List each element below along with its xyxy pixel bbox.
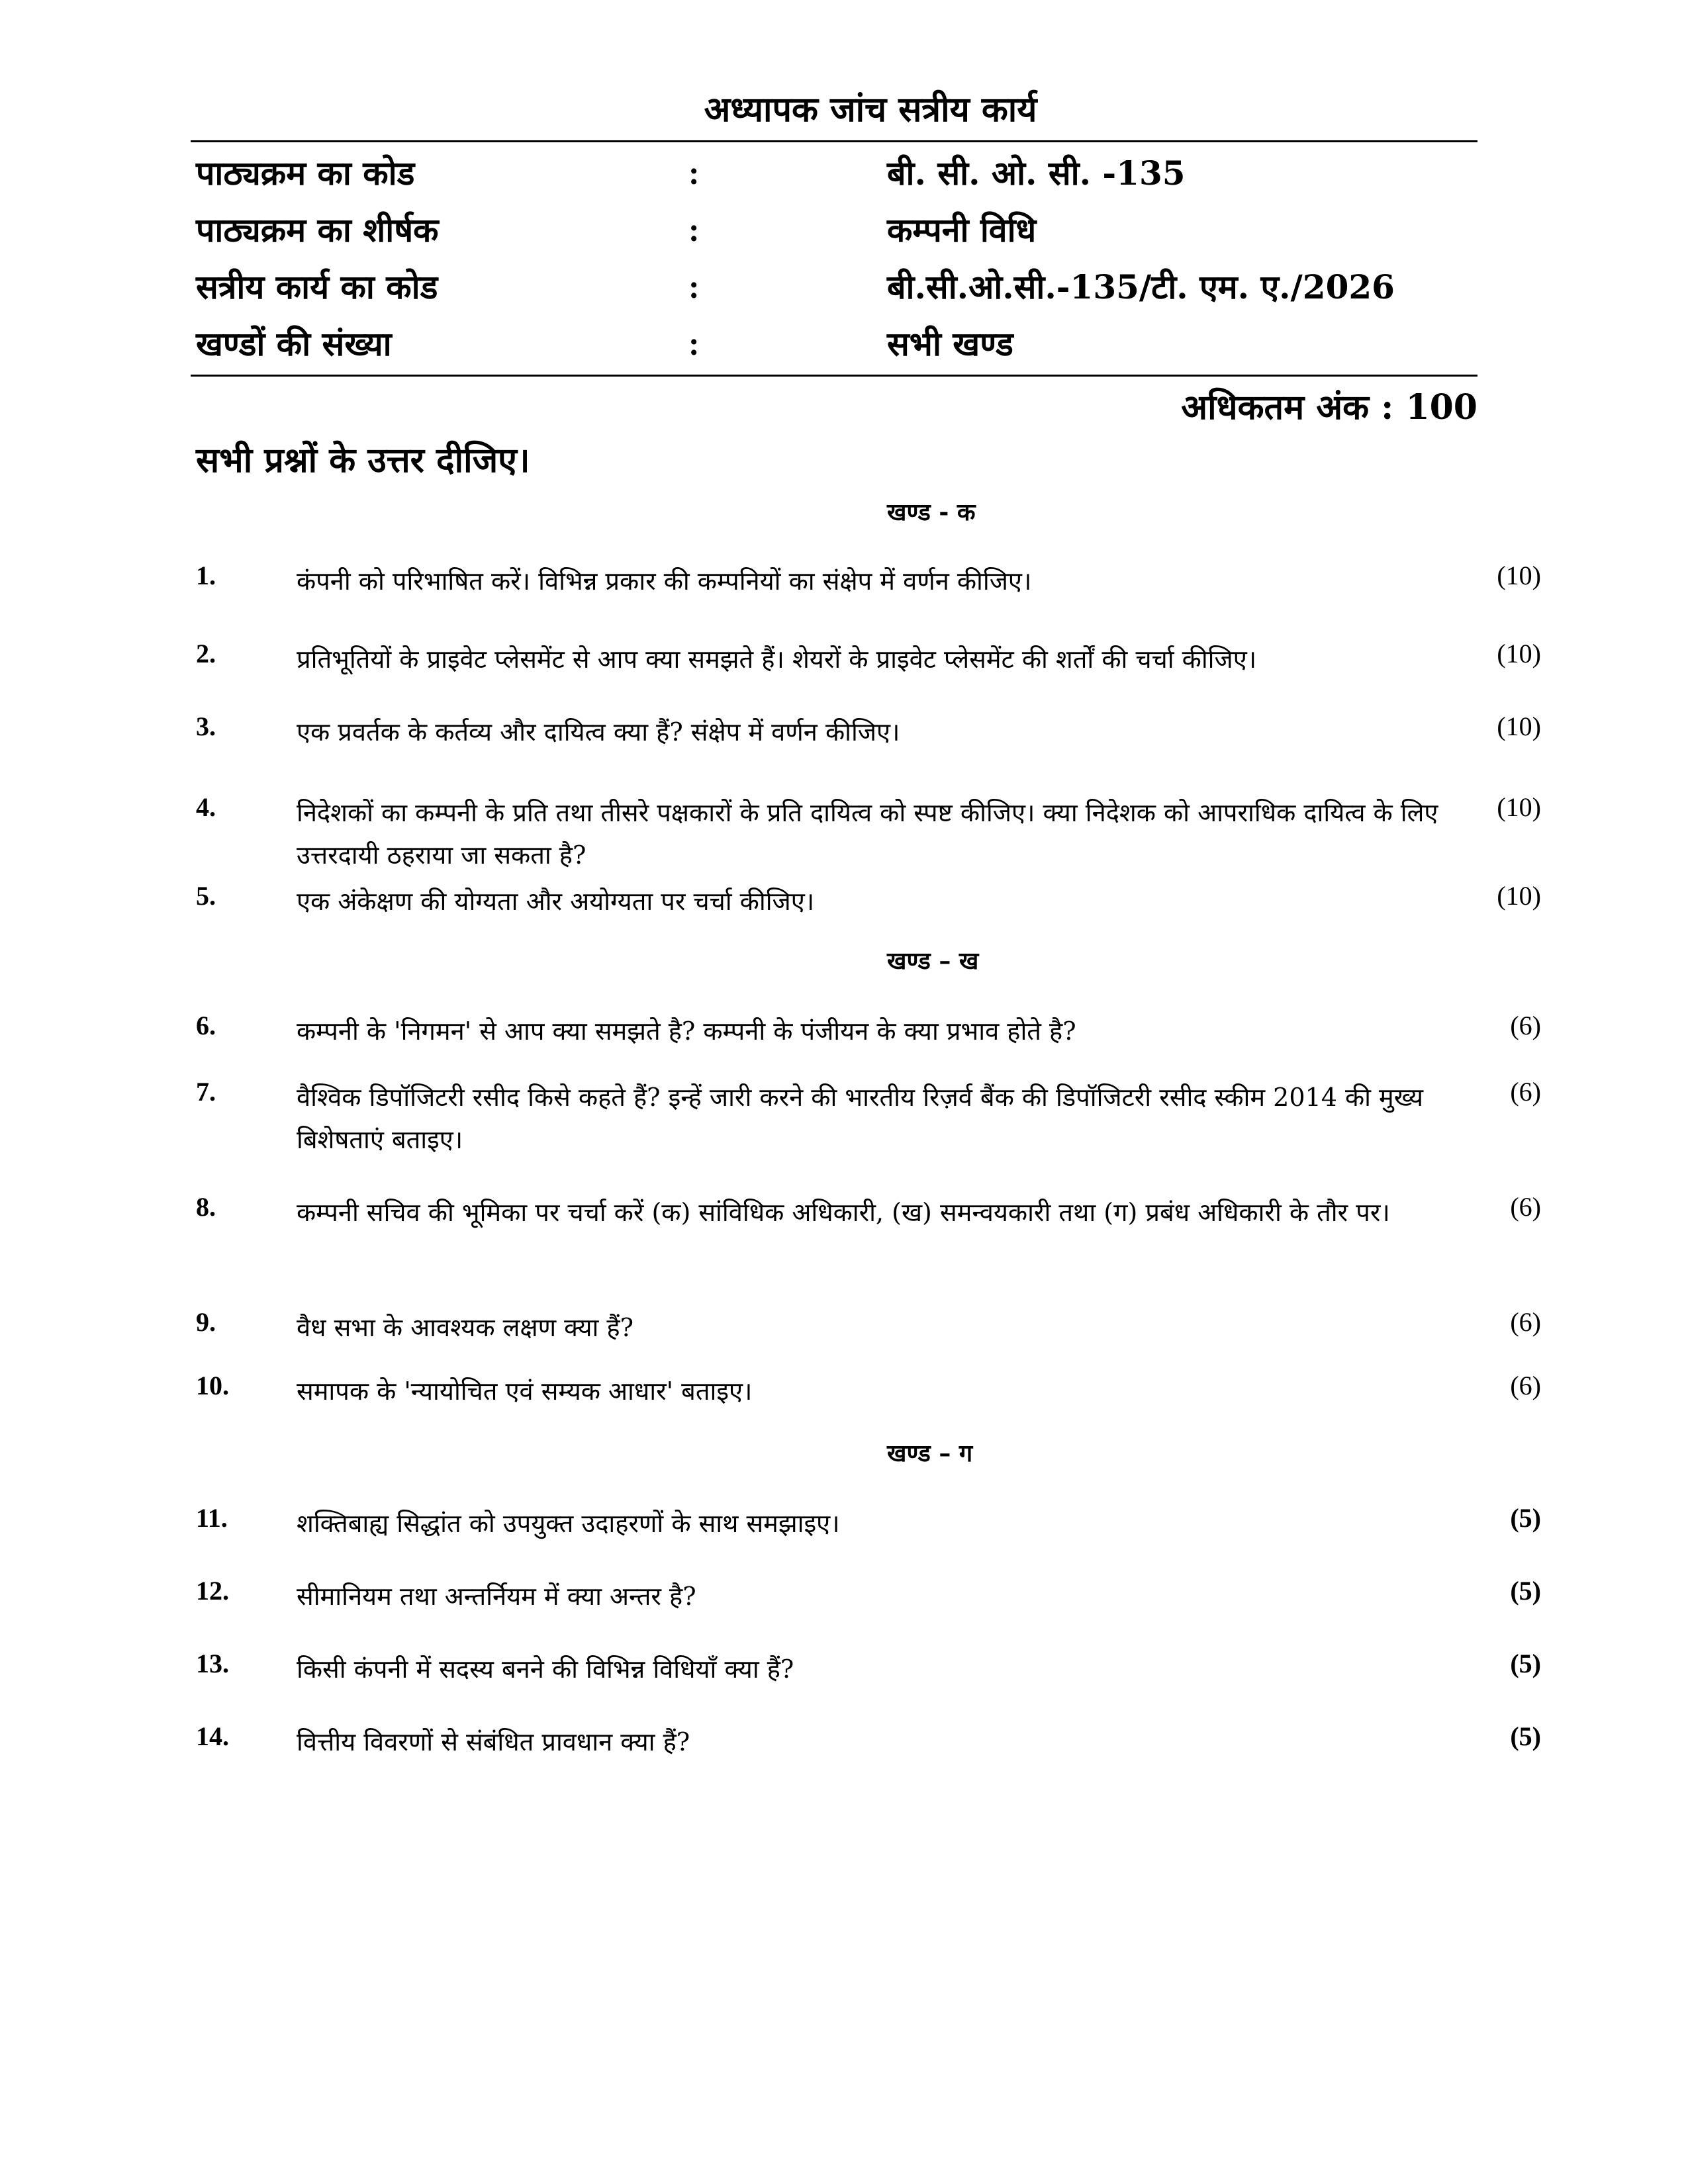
meta-row-block-count (0, 320, 1688, 377)
meta-colon: : (688, 154, 700, 191)
question-text: वैश्विक डिपॉजिटरी रसीद किसे कहते हैं? इन्हें जारी करने की भारतीय रिज़र्व बैंक की डिपॉजिटरी रसीद स्कीम 2014 की मुख्य बिशेषताएं बताइए। (297, 1083, 1424, 1154)
question-number: 10. (196, 1371, 229, 1400)
max-marks: अधिकतम अंक : 100 (1181, 387, 1477, 428)
question-number: 7. (196, 1077, 216, 1107)
question-marks: (10) (1497, 881, 1541, 911)
question-number: 1. (196, 561, 216, 590)
meta-colon: : (688, 325, 700, 362)
question-text: वित्तीय विवरणों से संबंधित प्रावधान क्या हैं? (297, 1727, 690, 1756)
question-marks: (6) (1510, 1192, 1541, 1222)
meta-value: सभी खण्ड (887, 324, 1013, 363)
question-marks: (10) (1497, 792, 1541, 822)
question-text: एक अंकेक्षण की योग्यता और अयोग्यता पर चर्चा कीजिए। (297, 887, 815, 916)
question-marks: (5) (1510, 1721, 1541, 1751)
page-title: अध्यापक जांच सत्रीय कार्य (704, 89, 1037, 130)
question-number: 8. (196, 1192, 216, 1222)
question-number: 14. (196, 1721, 229, 1751)
question-marks: (5) (1510, 1576, 1541, 1606)
question-number: 9. (196, 1307, 216, 1337)
header-rule-top (191, 140, 1477, 142)
question-marks: (5) (1510, 1649, 1541, 1678)
question-number: 2. (196, 639, 216, 668)
section-heading-a: खण्ड - क (887, 498, 976, 526)
meta-label: खण्डों की संख्या (196, 324, 392, 363)
question-number: 5. (196, 881, 216, 911)
meta-value: कम्पनी विधि (887, 210, 1037, 250)
question-text: सीमानियम तथा अन्तर्नियम में क्या अन्तर है? (297, 1582, 696, 1611)
meta-colon: : (688, 268, 700, 305)
question-marks: (6) (1510, 1011, 1541, 1040)
question-text: वैध सभा के आवश्यक लक्षण क्या हैं? (297, 1313, 633, 1342)
question-text: कम्पनी के 'निगमन' से आप क्या समझते है? कम्पनी के पंजीयन के क्या प्रभाव होते है? (297, 1017, 1076, 1046)
question-marks: (10) (1497, 711, 1541, 741)
question-number: 3. (196, 711, 216, 741)
question-marks: (6) (1510, 1077, 1541, 1107)
section-heading-c: खण्ड – ग (887, 1439, 973, 1467)
question-text: कंपनी को परिभाषित करें। विभिन्न प्रकार की कम्पनियों का संक्षेप में वर्णन कीजिए। (297, 567, 1032, 596)
question-number: 6. (196, 1011, 216, 1040)
question-marks: (10) (1497, 639, 1541, 668)
question-marks: (6) (1510, 1371, 1541, 1400)
question-text: किसी कंपनी में सदस्य बनने की विभिन्न विधियाँ क्या हैं? (297, 1655, 794, 1684)
meta-value: बी.सी.ओ.सी.-135/टी. एम. ए./2026 (887, 267, 1395, 306)
header-rule-bottom (191, 375, 1477, 377)
question-marks: (5) (1510, 1503, 1541, 1533)
question-text: कम्पनी सचिव की भूमिका पर चर्चा करें (क) सांविधिक अधिकारी, (ख) समन्वयकारी तथा (ग) प्रबंध अधिकारी के तौर पर। (297, 1198, 1390, 1227)
question-number: 11. (196, 1503, 228, 1533)
meta-label: पाठ्यक्रम का शीर्षक (196, 210, 439, 250)
question-number: 4. (196, 792, 216, 822)
question-text: निदेशकों का कम्पनी के प्रति तथा तीसरे पक्षकारों के प्रति दायित्व को स्पष्ट कीजिए। क्या निदेशक को आपराधिक दायित्व के लिए उत्तरदायी ठहराया जा सकता है? (297, 798, 1438, 870)
question-marks: (10) (1497, 561, 1541, 590)
section-heading-b: खण्ड – ख (887, 947, 979, 975)
meta-row-assignment-code (0, 263, 1688, 320)
meta-colon: : (688, 211, 700, 248)
question-number: 13. (196, 1649, 229, 1678)
question-marks: (6) (1510, 1307, 1541, 1337)
question-text: एक प्रवर्तक के कर्तव्य और दायित्व क्या हैं? संक्षेप में वर्णन कीजिए। (297, 717, 900, 747)
meta-label: पाठ्यक्रम का कोड (196, 154, 415, 193)
question-number: 12. (196, 1576, 229, 1606)
question-text: प्रतिभूतियों के प्राइवेट प्लेसमेंट से आप क्या समझते हैं। शेयरों के प्राइवेट प्लेसमेंट की शर्तों की चर्चा कीजिए। (297, 645, 1257, 674)
instruction: सभी प्रश्नों के उत्तर दीजिए। (196, 440, 530, 480)
meta-row-course-code (0, 150, 1688, 206)
meta-row-course-title (0, 206, 1688, 263)
question-text: शक्तिबाह्य सिद्धांत को उपयुक्त उदाहरणों के साथ समझाइए। (297, 1509, 840, 1538)
meta-label: सत्रीय कार्य का कोड (196, 267, 438, 306)
question-text: समापक के 'न्यायोचित एवं सम्यक आधार' बताइए। (297, 1377, 753, 1406)
meta-value: बी. सी. ओ. सी. -135 (887, 154, 1186, 193)
